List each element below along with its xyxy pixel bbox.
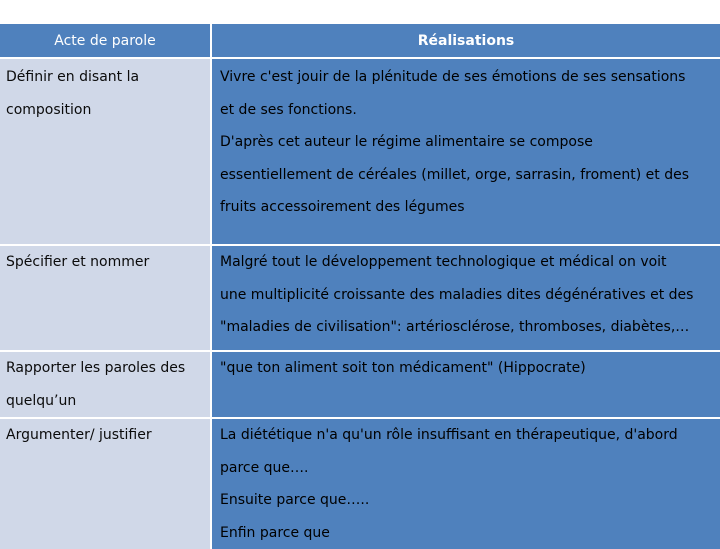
header-realisations: Réalisations bbox=[211, 24, 720, 58]
realisation-cell bbox=[211, 58, 720, 245]
realisation-text: Malgré tout le développement technologique et médical on voit bbox=[220, 246, 720, 279]
act-text: Spécifier et nommer bbox=[6, 246, 210, 279]
act-text: Définir en disant la bbox=[6, 61, 210, 94]
realisation-cell bbox=[211, 418, 720, 549]
realisation-cell bbox=[211, 351, 720, 418]
act-text: Argumenter/ justifier bbox=[6, 419, 210, 452]
realisation-text: parce que…. bbox=[220, 452, 720, 485]
act-cell bbox=[0, 58, 211, 245]
realisation-text: "que ton aliment soit ton médicament" (Hippocrate) bbox=[220, 352, 720, 385]
realisation-text: essentiellement de céréales (millet, orge, sarrasin, froment) et des bbox=[220, 159, 720, 192]
table-row bbox=[0, 351, 720, 418]
realisation-text: fruits accessoirement des légumes bbox=[220, 191, 720, 224]
header-acte-de-parole: Acte de parole bbox=[0, 24, 211, 58]
speech-acts-table bbox=[0, 24, 720, 549]
table-header-row bbox=[0, 24, 720, 58]
table-row bbox=[0, 245, 720, 351]
realisation-text: La diététique n'a qu'un rôle insuffisant en thérapeutique, d'abord bbox=[220, 419, 720, 452]
act-cell bbox=[0, 418, 211, 549]
realisation-text: et de ses fonctions. bbox=[220, 94, 720, 127]
act-text: composition bbox=[6, 94, 210, 127]
realisation-text: Ensuite parce que….. bbox=[220, 484, 720, 517]
table-row bbox=[0, 58, 720, 245]
table-row bbox=[0, 418, 720, 549]
act-cell bbox=[0, 245, 211, 351]
act-text: quelqu’un bbox=[6, 385, 210, 418]
realisation-text: une multiplicité croissante des maladies dites dégénératives et des bbox=[220, 279, 720, 312]
act-text: Rapporter les paroles des bbox=[6, 352, 210, 385]
realisation-text: "maladies de civilisation": artériosclérose, thromboses, diabètes,… bbox=[220, 311, 720, 344]
realisation-text: Vivre c'est jouir de la plénitude de ses émotions de ses sensations bbox=[220, 61, 720, 94]
realisation-cell bbox=[211, 245, 720, 351]
act-cell bbox=[0, 351, 211, 418]
realisation-text: D'après cet auteur le régime alimentaire se compose bbox=[220, 126, 720, 159]
realisation-text: Enfin parce que bbox=[220, 517, 720, 549]
